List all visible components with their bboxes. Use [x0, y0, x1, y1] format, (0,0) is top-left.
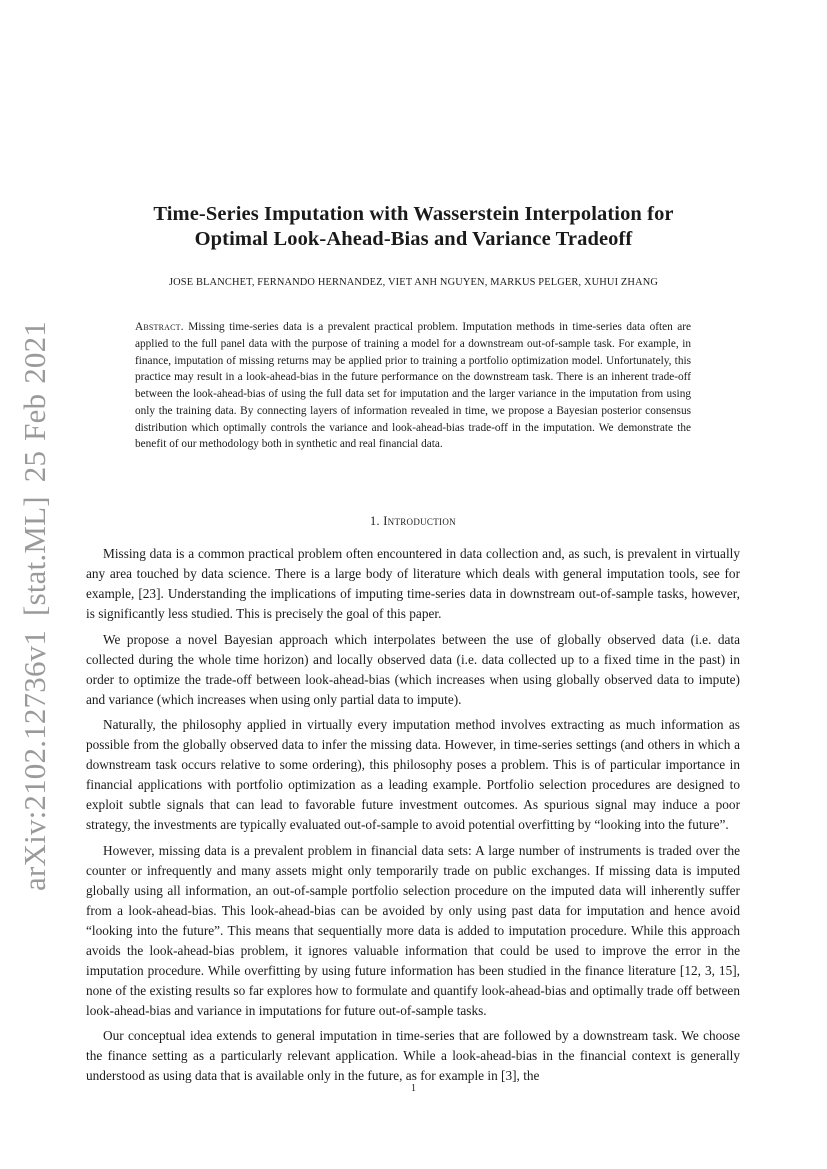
paragraph: However, missing data is a prevalent problem in financial data sets: A large number of instruments is traded over the counter or infrequently and many assets might only temporarily trade on public exchanges. If missing data is imputed globally using all information, an out-of-sample portfolio selection procedure on the imputed data will inherently suffer from a look-ahead-bias. This look-ahead-bias can be avoided by only using past data for imputation and hence avoid “looking into the future”. This means that sequentially more data is added to imputation procedure. While this approach avoids the look-ahead-bias problem, it ignores valuable information that could be used to improve the error in the imputation procedure. While overfitting by using future information has been studied in the finance literature [12, 3, 15], none of the existing results so far explores how to formulate and quantify look-ahead-bias and optimally trade off between look-ahead-bias and variance in imputations for future out-of-sample tasks. [86, 842, 740, 1018]
introduction-body [86, 544, 740, 1092]
page-number: 1 [411, 1083, 416, 1094]
title-line-2: Optimal Look-Ahead-Bias and Variance Tradeoff [194, 228, 633, 250]
paragraph: Our conceptual idea extends to general imputation in time-series that are followed by a downstream task. We choose the finance setting as a particularly relevant application. While a look-ahead-bias in the financial context is generally understood as using data that is available only in the future, as for example in [3], the [86, 1028, 740, 1083]
arxiv-date: 25 Feb 2021 [17, 321, 52, 483]
paragraph: Naturally, the philosophy applied in virtually every imputation method involves extracting as much information as possible from the globally observed data to infer the missing data. However, in time-series settings (and others in which a downstream task occurs relative to some ordering), this philosophy poses a problem. This is of particular importance in financial applications with portfolio optimization as a leading example. Portfolio selection procedures are designed to exploit subtle signals that can lead to favorable future investment outcomes. As spurious signal may induce a poor strategy, the investments are typically evaluated out-of-sample to avoid potential overfitting by “looking into the future”. [86, 717, 740, 832]
paragraph: Missing data is a common practical problem often encountered in data collection and, as such, is prevalent in virtually any area touched by data science. There is a large body of literature which deals with general imputation tools, see for example, [23]. Understanding the implications of imputing time-series data in downstream out-of-sample tasks, however, is significantly less studied. This is precisely the goal of this paper. [86, 546, 740, 621]
paragraph: We propose a novel Bayesian approach which interpolates between the use of globally observed data (i.e. data collected during the whole time horizon) and locally observed data (i.e. data collected up to a fixed time in the past) in order to optimize the trade-off between look-ahead-bias (which increases when using globally observed data to impute) and variance (which increases when using only partial data to impute). [86, 631, 740, 707]
abstract-text: Missing time-series data is a prevalent practical problem. Imputation methods in time-series data often are applied to the full panel data with the purpose of training a model for a downstream out-of-sample task. For example, in finance, imputation of missing returns may be applied prior to training a portfolio optimization model. Unfortunately, this practice may result in a look-ahead-bias in the future performance on the downstream task. There is an inherent trade-off between the look-ahead-bias of using the full data set for imputation and the larger variance in the imputation from using only the training data. By connecting layers of information revealed in time, we propose a Bayesian posterior consensus distribution which optimally controls the variance and look-ahead-bias trade-off in the imputation. We demonstrate the benefit of our methodology both in synthetic and real financial data. [135, 321, 691, 451]
paper-title [100, 202, 727, 252]
arxiv-id: arXiv:2102.12736v1 [17, 629, 52, 891]
abstract-label: Abstract. [135, 321, 184, 333]
author-list: JOSE BLANCHET, FERNANDO HERNANDEZ, VIET ANH NGUYEN, MARKUS PELGER, XUHUI ZHANG [168, 277, 659, 288]
abstract [135, 319, 691, 453]
title-line-1: Time-Series Imputation with Wasserstein Interpolation for [153, 203, 674, 225]
section-heading-introduction: 1. Introduction [370, 514, 456, 528]
arxiv-category: [stat.ML] [17, 496, 52, 616]
arxiv-watermark [17, 321, 53, 891]
